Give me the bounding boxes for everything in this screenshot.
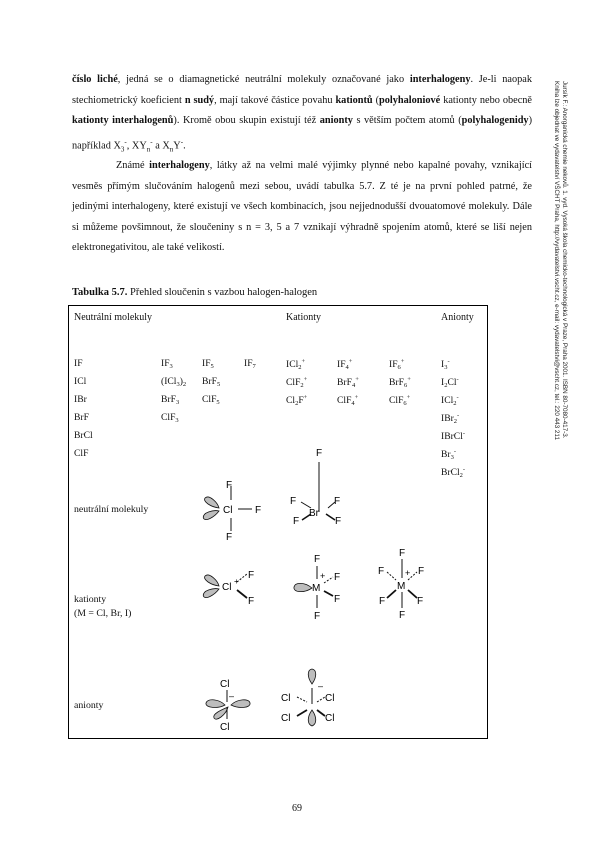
header-cations: Kationty	[286, 312, 321, 323]
formula: ClF$_6$+	[389, 394, 411, 407]
atom-label: Cl	[220, 679, 230, 690]
formula: ICl	[74, 376, 87, 387]
clf3-structure	[202, 480, 261, 543]
superscript: -	[150, 137, 153, 146]
formula: BrF$_4$+	[337, 376, 359, 389]
atom-label: F	[334, 496, 341, 507]
atom-label: F	[314, 554, 321, 565]
bold-term: kationtů	[335, 94, 373, 106]
superscript: -	[124, 137, 127, 146]
text: Známé	[116, 160, 150, 171]
formula: BrF$_6$+	[389, 376, 411, 389]
atom-label: F	[418, 566, 425, 577]
subscript: n	[169, 144, 174, 153]
text: (	[372, 94, 380, 106]
atom-label: F	[255, 505, 262, 516]
charge-label: +	[234, 577, 239, 586]
atom-label: Cl	[325, 693, 335, 704]
bold-term: polyhaloniové	[379, 94, 441, 106]
row-label-cations-note: (M = Cl, Br, I)	[74, 608, 132, 619]
cation-mf4-structure	[294, 554, 340, 622]
formula: $I_2Cl^-$	[441, 376, 459, 389]
atom-label: F	[226, 532, 233, 543]
bold-term: polyhalogenidy	[461, 115, 529, 126]
formula: $IF_6^+$	[389, 358, 405, 371]
atom-label: F	[314, 611, 321, 622]
atom-label: M	[312, 583, 321, 594]
paragraph-2	[72, 156, 532, 259]
formula: $IF_7$	[244, 358, 256, 370]
charge-label: +	[405, 568, 411, 578]
atom-label: Cl	[223, 505, 233, 516]
formula: ClF$_4$+	[337, 394, 359, 407]
atom-label: M	[397, 581, 406, 592]
row-label-anions: anionty	[74, 700, 104, 711]
text: , látky až na velmi malé výjimky plynné nebo kapalné povahy, vznikající vesměs přímým slučováním halogenů mezi sebou, uvádí tabulka 5.7. Z té je na první pohled patrné, že jedinými interhalogeny, které existují ve všech kombinacích, jsou nejjednodušší dvouatomové molekuly. Dále si můžeme povšimnout, že sloučeniny s n = 3, 5 a 7 vznikají výhradně spojením atomů, které se liší nejen elektronegativitou, ale také velikostí.	[72, 160, 533, 253]
text: . Je-li naopak stechiometrický koeficient	[72, 74, 532, 106]
atom-label: F	[290, 496, 297, 507]
bold-term: kationty interhalogenů	[72, 115, 174, 126]
brf5-structure	[290, 448, 341, 527]
bold-term: číslo liché	[72, 74, 118, 85]
citation-line-1: Jursík F.: Anorganická chemie nekovů. 1. vyd. Vysoká škola chemicko-technologická v Praze, Praha 2001. ISBN 80-7080-417-3.	[561, 81, 568, 439]
row-label-cations: kationty	[74, 594, 107, 605]
atom-label: F	[399, 548, 406, 559]
bold-term: interhalogeny	[149, 160, 210, 171]
text: s větším počtem atomů (	[352, 115, 462, 126]
subscript: n	[146, 144, 151, 153]
formula: $(ICl_3)_2$	[161, 376, 187, 388]
atom-label: Br	[309, 508, 319, 519]
atom-label: F	[248, 596, 255, 607]
text: .	[183, 139, 186, 151]
formula: $I_3^-$	[441, 358, 450, 371]
bold-term: interhalogeny	[409, 74, 471, 85]
subscript: 3	[120, 144, 125, 153]
atom-label: F	[316, 448, 323, 459]
formula: $IF_5$	[202, 358, 214, 370]
formula: ClF$_5$	[202, 394, 220, 406]
formula: ClF$_3$	[161, 412, 179, 424]
text: kationty nebo obecně	[440, 94, 532, 106]
text: , XY	[126, 139, 147, 151]
bold-term: anionty	[319, 115, 353, 126]
formula: IBr$_2$-	[441, 412, 460, 425]
atom-label: F	[248, 570, 255, 581]
formula: ClF	[74, 448, 89, 459]
text: ). Kromě obou skupin existují též	[173, 115, 320, 126]
bold-term: n sudý	[184, 94, 215, 106]
atom-label: F	[379, 596, 386, 607]
charge-label: –	[229, 691, 235, 701]
text: Y	[173, 139, 181, 151]
formula: ClF$_2$+	[286, 376, 308, 389]
atom-label: Cl	[325, 713, 335, 724]
atom-label: F	[334, 594, 341, 605]
formula: ICl$_2$+	[286, 358, 306, 371]
anion-icl4-structure	[281, 669, 334, 726]
caption-text: Přehled sloučenin s vazbou halogen-halogen	[127, 287, 318, 298]
table-caption	[72, 287, 317, 298]
text: , jedná se o diamagnetické neutrální molekuly označované jako	[117, 74, 410, 85]
page-number: 69	[292, 803, 302, 814]
atom-label: F	[335, 516, 342, 527]
caption-label: Tabulka 5.7.	[72, 287, 128, 298]
cation-mf2-structure	[202, 570, 254, 607]
atom-label: Cl	[222, 582, 232, 593]
row-label-neutral: neutrální molekuly	[74, 504, 149, 515]
formula: $IF_3$	[161, 358, 173, 370]
formula: IF	[74, 358, 83, 369]
formula: BrF$_5$	[202, 376, 221, 388]
formula: $IF_4^+$	[337, 358, 353, 371]
atom-label: F	[293, 516, 300, 527]
compounds-table	[68, 305, 488, 739]
formula: $Br_3^-$	[441, 448, 457, 461]
text: a X	[152, 139, 170, 151]
formula: IBrCl-	[441, 430, 466, 442]
anion-icl2-structure	[206, 679, 250, 733]
formula: BrF$_3$	[161, 394, 180, 406]
formula: $Cl_2F^+$	[286, 394, 308, 407]
atom-label: Cl	[281, 693, 291, 704]
text: ) například X	[72, 115, 533, 151]
atom-label: F	[226, 480, 233, 491]
formula: BrCl	[74, 430, 93, 441]
header-neutral: Neutrální molekuly	[74, 312, 153, 323]
charge-label: –	[318, 681, 324, 691]
atom-label: F	[399, 610, 406, 621]
text: , mají takové částice povahu	[214, 94, 336, 106]
cation-mf6-structure	[378, 548, 424, 621]
atom-label: Cl	[281, 713, 291, 724]
formula: ICl$_2$-	[441, 394, 459, 407]
side-citation	[545, 81, 575, 528]
citation-line-2: Kniha lze objednat ve vydavatelství VŠCHT Praha, http://vydavatelstvi.vscht.cz, e-mail: vydavatelstvi@vscht.cz, tel.: 220 443 211	[553, 81, 560, 440]
formula: IBr	[74, 394, 87, 405]
header-anions: Anionty	[441, 312, 474, 323]
formula: BrCl$_2$-	[441, 466, 466, 479]
structure-drawings	[69, 306, 489, 740]
atom-label: F	[417, 596, 424, 607]
formula: BrF	[74, 412, 89, 423]
superscript: -	[180, 137, 184, 146]
charge-label: +	[320, 571, 326, 581]
paragraph-1	[72, 70, 532, 159]
atom-label: F	[378, 566, 385, 577]
atom-label: F	[334, 572, 341, 583]
atom-label: Cl	[220, 722, 230, 733]
